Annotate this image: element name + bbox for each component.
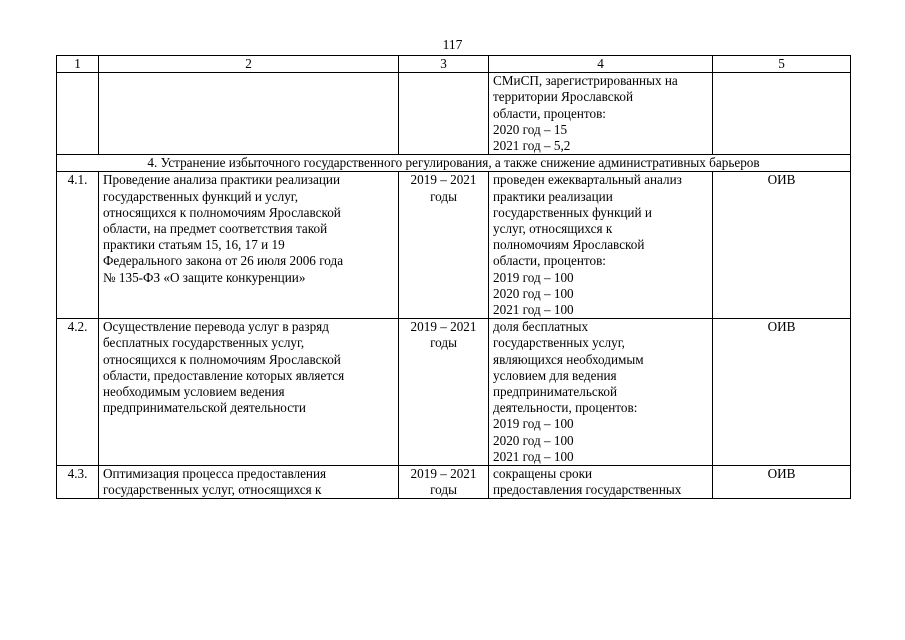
action-line: практики статьям 15, 16, 17 и 19	[103, 237, 285, 253]
responsible-cell: ОИВ	[713, 466, 851, 499]
action-cell	[99, 319, 399, 466]
indicator-line: полномочиям Ярославской	[493, 237, 645, 253]
indicator-line: 2021 год – 100	[493, 448, 574, 464]
period-line: 2019 – 2021	[410, 319, 477, 335]
indicator-line: 2020 год – 15	[493, 121, 568, 137]
indicator-line: области, процентов:	[493, 105, 606, 121]
responsible-cell	[713, 73, 851, 155]
row-number-cell: 4.2.	[57, 319, 99, 466]
section-title: 4. Устранение избыточного государственного регулирования, а также снижение административных барьеров	[57, 155, 851, 172]
indicator-line: области, процентов:	[493, 253, 606, 269]
indicator-line: практики реализации	[493, 188, 613, 204]
indicator-line: 2020 год – 100	[493, 285, 574, 301]
row-number-cell	[57, 73, 99, 155]
indicator-line: проведен ежеквартальный анализ	[493, 172, 682, 188]
indicator-line: 2020 год – 100	[493, 432, 574, 448]
header-cell-1: 1	[57, 56, 99, 73]
action-line: необходимым условием ведения	[103, 384, 285, 400]
indicator-line: сокращены сроки	[493, 466, 593, 482]
indicator-line: деятельности, процентов:	[493, 400, 638, 416]
indicator-line: СМиСП, зарегистрированных на	[493, 73, 678, 89]
table-row	[57, 466, 851, 499]
action-line: государственных функций и услуг,	[103, 188, 299, 204]
action-line: бесплатных государственных услуг,	[103, 335, 305, 351]
period-line: 2019 – 2021	[410, 466, 477, 482]
action-line: Оптимизация процесса предоставления	[103, 466, 327, 482]
indicator-cell	[489, 319, 713, 466]
period-cell	[399, 73, 489, 155]
indicator-line: предпринимательской	[493, 384, 618, 400]
action-line: Федерального закона от 26 июля 2006 года	[103, 253, 344, 269]
indicator-cell	[489, 466, 713, 499]
responsible-cell: ОИВ	[713, 319, 851, 466]
indicator-line: являющихся необходимым	[493, 351, 644, 367]
period-cell	[399, 172, 489, 319]
period-line: 2019 – 2021	[410, 172, 477, 188]
period-line: годы	[430, 482, 457, 498]
period-line: годы	[430, 188, 457, 204]
measures-table	[56, 55, 851, 499]
indicator-line: предоставления государственных	[493, 482, 682, 498]
indicator-line: государственных функций и	[493, 204, 652, 220]
action-line: № 135-ФЗ «О защите конкуренции»	[103, 269, 306, 285]
indicator-line: условием для ведения	[493, 367, 617, 383]
indicator-line: 2019 год – 100	[493, 269, 574, 285]
table-row	[57, 319, 851, 466]
row-number-cell: 4.3.	[57, 466, 99, 499]
section-heading-row	[57, 155, 851, 172]
action-line: относящихся к полномочиям Ярославской	[103, 204, 341, 220]
indicator-line: территории Ярославской	[493, 89, 634, 105]
indicator-line: 2021 год – 5,2	[493, 138, 571, 154]
indicator-line: доля бесплатных	[493, 319, 589, 335]
indicator-line: государственных услуг,	[493, 335, 625, 351]
responsible-cell: ОИВ	[713, 172, 851, 319]
action-cell	[99, 73, 399, 155]
header-cell-5: 5	[713, 56, 851, 73]
action-line: Проведение анализа практики реализации	[103, 172, 341, 188]
action-line: государственных услуг, относящихся к	[103, 482, 322, 498]
action-line: области, на предмет соответствия такой	[103, 221, 328, 237]
action-line: области, предоставление которых является	[103, 367, 345, 383]
page-number: 117	[442, 37, 463, 52]
action-cell	[99, 172, 399, 319]
period-cell	[399, 319, 489, 466]
action-line: относящихся к полномочиям Ярославской	[103, 351, 341, 367]
indicator-cell	[489, 73, 713, 155]
indicator-line: 2019 год – 100	[493, 416, 574, 432]
action-line: предпринимательской деятельности	[103, 400, 306, 416]
period-line: годы	[430, 335, 457, 351]
continuation-row	[57, 73, 851, 155]
row-number-cell: 4.1.	[57, 172, 99, 319]
header-cell-4: 4	[489, 56, 713, 73]
indicator-cell	[489, 172, 713, 319]
table-header-row	[57, 56, 851, 73]
indicator-line: 2021 год – 100	[493, 302, 574, 318]
indicator-line: услуг, относящихся к	[493, 221, 613, 237]
action-line: Осуществление перевода услуг в разряд	[103, 319, 329, 335]
period-cell	[399, 466, 489, 499]
table-row	[57, 172, 851, 319]
action-cell	[99, 466, 399, 499]
header-cell-2: 2	[99, 56, 399, 73]
header-cell-3: 3	[399, 56, 489, 73]
